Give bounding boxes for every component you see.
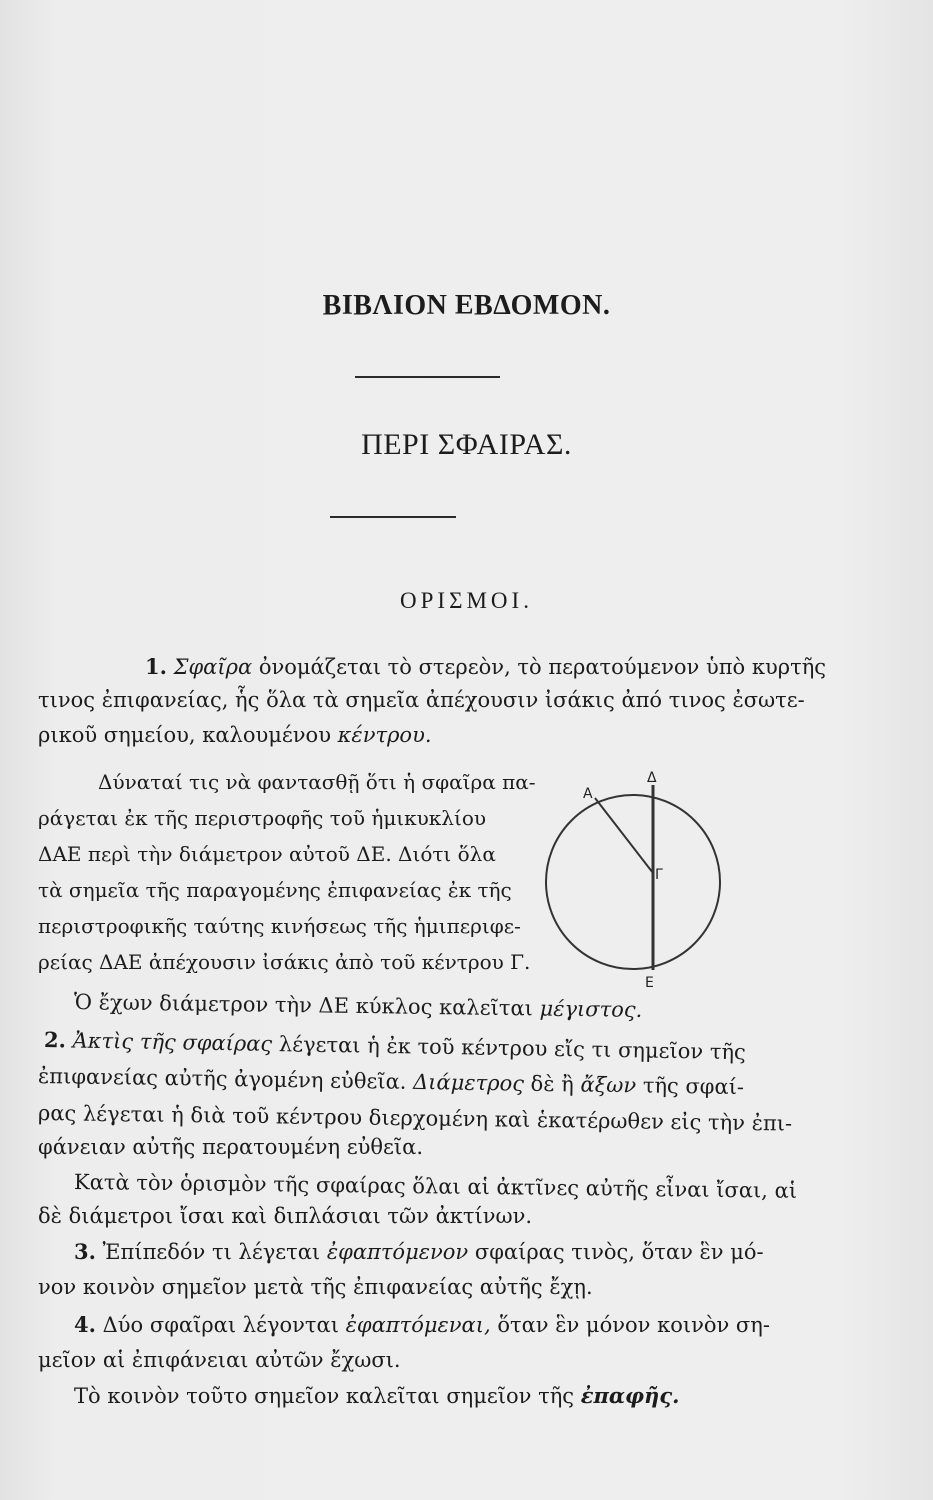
label-gamma: Γ [655, 867, 663, 883]
definition-2-line-4: φάνειαν αὐτῆς περατουμένη εὐθεῖα. [38, 1135, 424, 1159]
definition-1-line-2: τινος ἐπιφανείας, ἧς ὅλα τὰ σημεῖα ἀπέχουσιν ἰσάκις ἀπό τινος ἐσωτε- [38, 688, 805, 712]
text-run: λέγεται ἡ ἐκ τοῦ κέντρου εἴς τι σημεῖον τῆς [278, 1032, 747, 1065]
text-run: Ἐπίπεδόν τι λέγεται [102, 1240, 321, 1264]
defined-term: κέντρου. [337, 723, 432, 747]
defined-term: ἐφαπτόμεναι, [345, 1313, 491, 1337]
defined-term: ἐφαπτόμενον [326, 1240, 469, 1264]
text-run: ὅταν ἓν μόνον κοινὸν ση- [497, 1313, 770, 1337]
definition-number: 2. [43, 1027, 67, 1053]
text-run: Τὸ κοινὸν τοῦτο σημεῖον καλεῖται σημεῖον τῆς [74, 1384, 575, 1408]
radii-line-1: Κατὰ τὸν ὁρισμὸν τῆς σφαίρας ὅλαι αἱ ἀκτῖνες αὐτῆς εἶναι ἴσαι, αἱ [73, 1170, 798, 1203]
text-line: περιστροφικῆς ταύτης κινήσεως τῆς ἡμιπεριφε- [38, 914, 521, 938]
text-line: τὰ σημεῖα τῆς παραγομένης ἐπιφανείας ἐκ τῆς [38, 878, 512, 902]
definition-4-line-2: μεῖον αἱ ἐπιφάνειαι αὐτῶν ἔχωσι. [38, 1348, 401, 1372]
text-run: Δύο σφαῖραι λέγονται [102, 1313, 339, 1337]
text-run: τῆς σφαί- [642, 1073, 745, 1100]
definition-1-line-1 [145, 655, 826, 679]
text-run: Ὁ ἔχων διάμετρον τὴν ΔΕ κύκλος καλεῖται [73, 990, 534, 1021]
contact-point-line [74, 1384, 679, 1408]
book-title: ΒΙΒΛΙΟΝ ΕΒΔΟΜΟΝ. [322, 290, 611, 321]
text-run: σφαίρας τινὸς, ὅταν ἓν μό- [474, 1240, 764, 1264]
text-run: ὀνομάζεται τὸ στερεὸν, τὸ περατούμενον ὑπὸ κυρτῆς [258, 655, 827, 679]
defined-term: Σφαῖρα [173, 655, 253, 679]
radii-line-2: δὲ διάμετροι ἴσαι καὶ διπλάσιαι τῶν ἀκτίνων. [38, 1204, 533, 1228]
definition-number: 3. [74, 1239, 96, 1264]
definition-4-line-1 [74, 1313, 770, 1337]
text-run: ἐπιφανείας αὐτῆς ἀγομένη εὐθεῖα. [37, 1064, 407, 1094]
label-epsilon: Ε [645, 975, 654, 991]
definition-1-line-3 [38, 723, 432, 747]
sphere-diagram [545, 765, 725, 995]
definition-number: 1. [145, 654, 167, 679]
text-run: δὲ ἢ [530, 1071, 575, 1097]
chapter-title: ΠΕΡΙ ΣΦΑΙΡΑΣ. [361, 428, 572, 461]
defined-term: ἄξων [580, 1072, 637, 1098]
chapter-divider [330, 516, 456, 518]
definition-2-line-3: ρας λέγεται ἡ διὰ τοῦ κέντρου διερχομένη καὶ ἑκατέρωθεν εἰς τὴν ἐπι- [37, 1101, 793, 1136]
section-title: ΟΡΙΣΜΟΙ. [400, 588, 533, 613]
definition-number: 4. [74, 1312, 96, 1337]
radius-line [595, 798, 653, 873]
circle [546, 795, 720, 969]
label-delta: Δ [647, 770, 657, 786]
definition-2-line-2 [38, 1064, 744, 1099]
defined-term: ἐπαφῆς. [580, 1383, 680, 1408]
definition-3-line-2: νον κοινὸν σημεῖον μετὰ τῆς ἐπιφανείας αὐτῆς ἔχῃ. [38, 1275, 593, 1299]
text-line: Δύναταί τις νὰ φαντασθῇ ὅτι ἡ σφαῖρα πα- [98, 770, 536, 794]
text-line: ΔΑΕ περὶ τὴν διάμετρον αὐτοῦ ΔΕ. Διότι ὅλα [38, 842, 496, 866]
text-line: ρείας ΔΑΕ ἀπέχουσιν ἰσάκις ἀπὸ τοῦ κέντρου Γ. [38, 950, 531, 974]
label-alpha: Α [583, 786, 593, 802]
title-divider [355, 376, 500, 378]
defined-term: Ἀκτὶς τῆς σφαίρας [72, 1028, 273, 1056]
definition-3-line-1 [74, 1240, 764, 1264]
defined-term: Διάμετρος [412, 1069, 525, 1096]
text-line: ράγεται ἐκ τῆς περιστροφῆς τοῦ ἡμικυκλίου [38, 806, 487, 830]
text-run: ρικοῦ σημείου, καλουμένου [38, 723, 331, 747]
definition-2-line-1 [44, 1028, 746, 1064]
defined-term: μέγιστος. [539, 996, 643, 1022]
